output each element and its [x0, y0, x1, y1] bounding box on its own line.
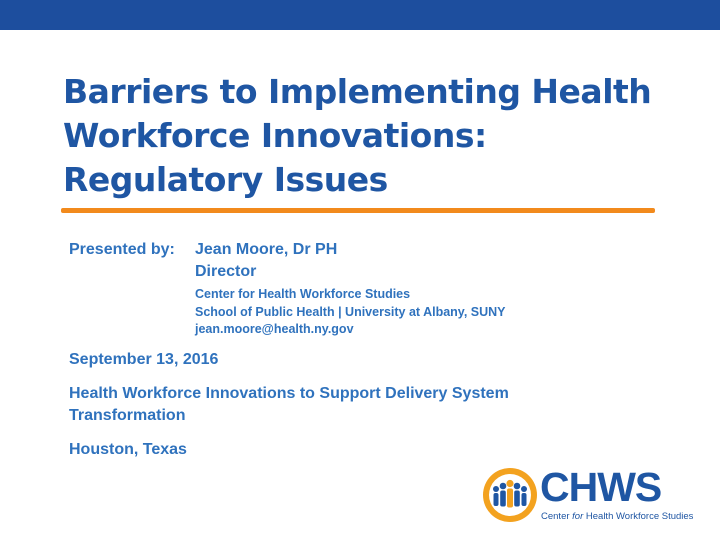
- title-divider: [61, 208, 655, 213]
- presented-by-label: Presented by:: [69, 241, 175, 258]
- event-name-line-2: Transformation: [69, 407, 186, 424]
- top-banner: [0, 0, 720, 30]
- presentation-date: September 13, 2016: [69, 351, 219, 368]
- presenter-email[interactable]: jean.moore@health.ny.gov: [195, 322, 354, 336]
- event-name-line-1: Health Workforce Innovations to Support Delivery System: [69, 385, 509, 402]
- org-line-1: Center for Health Workforce Studies: [195, 287, 411, 301]
- slide-title: [63, 70, 683, 202]
- title-line-2: Workforce Innovations:: [63, 116, 487, 155]
- title-line-3: Regulatory Issues: [63, 160, 388, 199]
- presenter-name: Jean Moore, Dr PH: [195, 241, 338, 258]
- chws-logo: [482, 463, 694, 527]
- org-line-2: School of Public Health | University at Albany, SUNY: [195, 305, 506, 319]
- presenter-role: Director: [195, 263, 257, 280]
- event-location: Houston, Texas: [69, 441, 187, 458]
- title-line-1: Barriers to Implementing Health: [63, 72, 652, 111]
- chws-people-emblem-icon: [482, 467, 538, 523]
- logo-acronym: CHWS: [540, 464, 662, 510]
- logo-subtitle: Center for Health Workforce Studies: [541, 511, 694, 522]
